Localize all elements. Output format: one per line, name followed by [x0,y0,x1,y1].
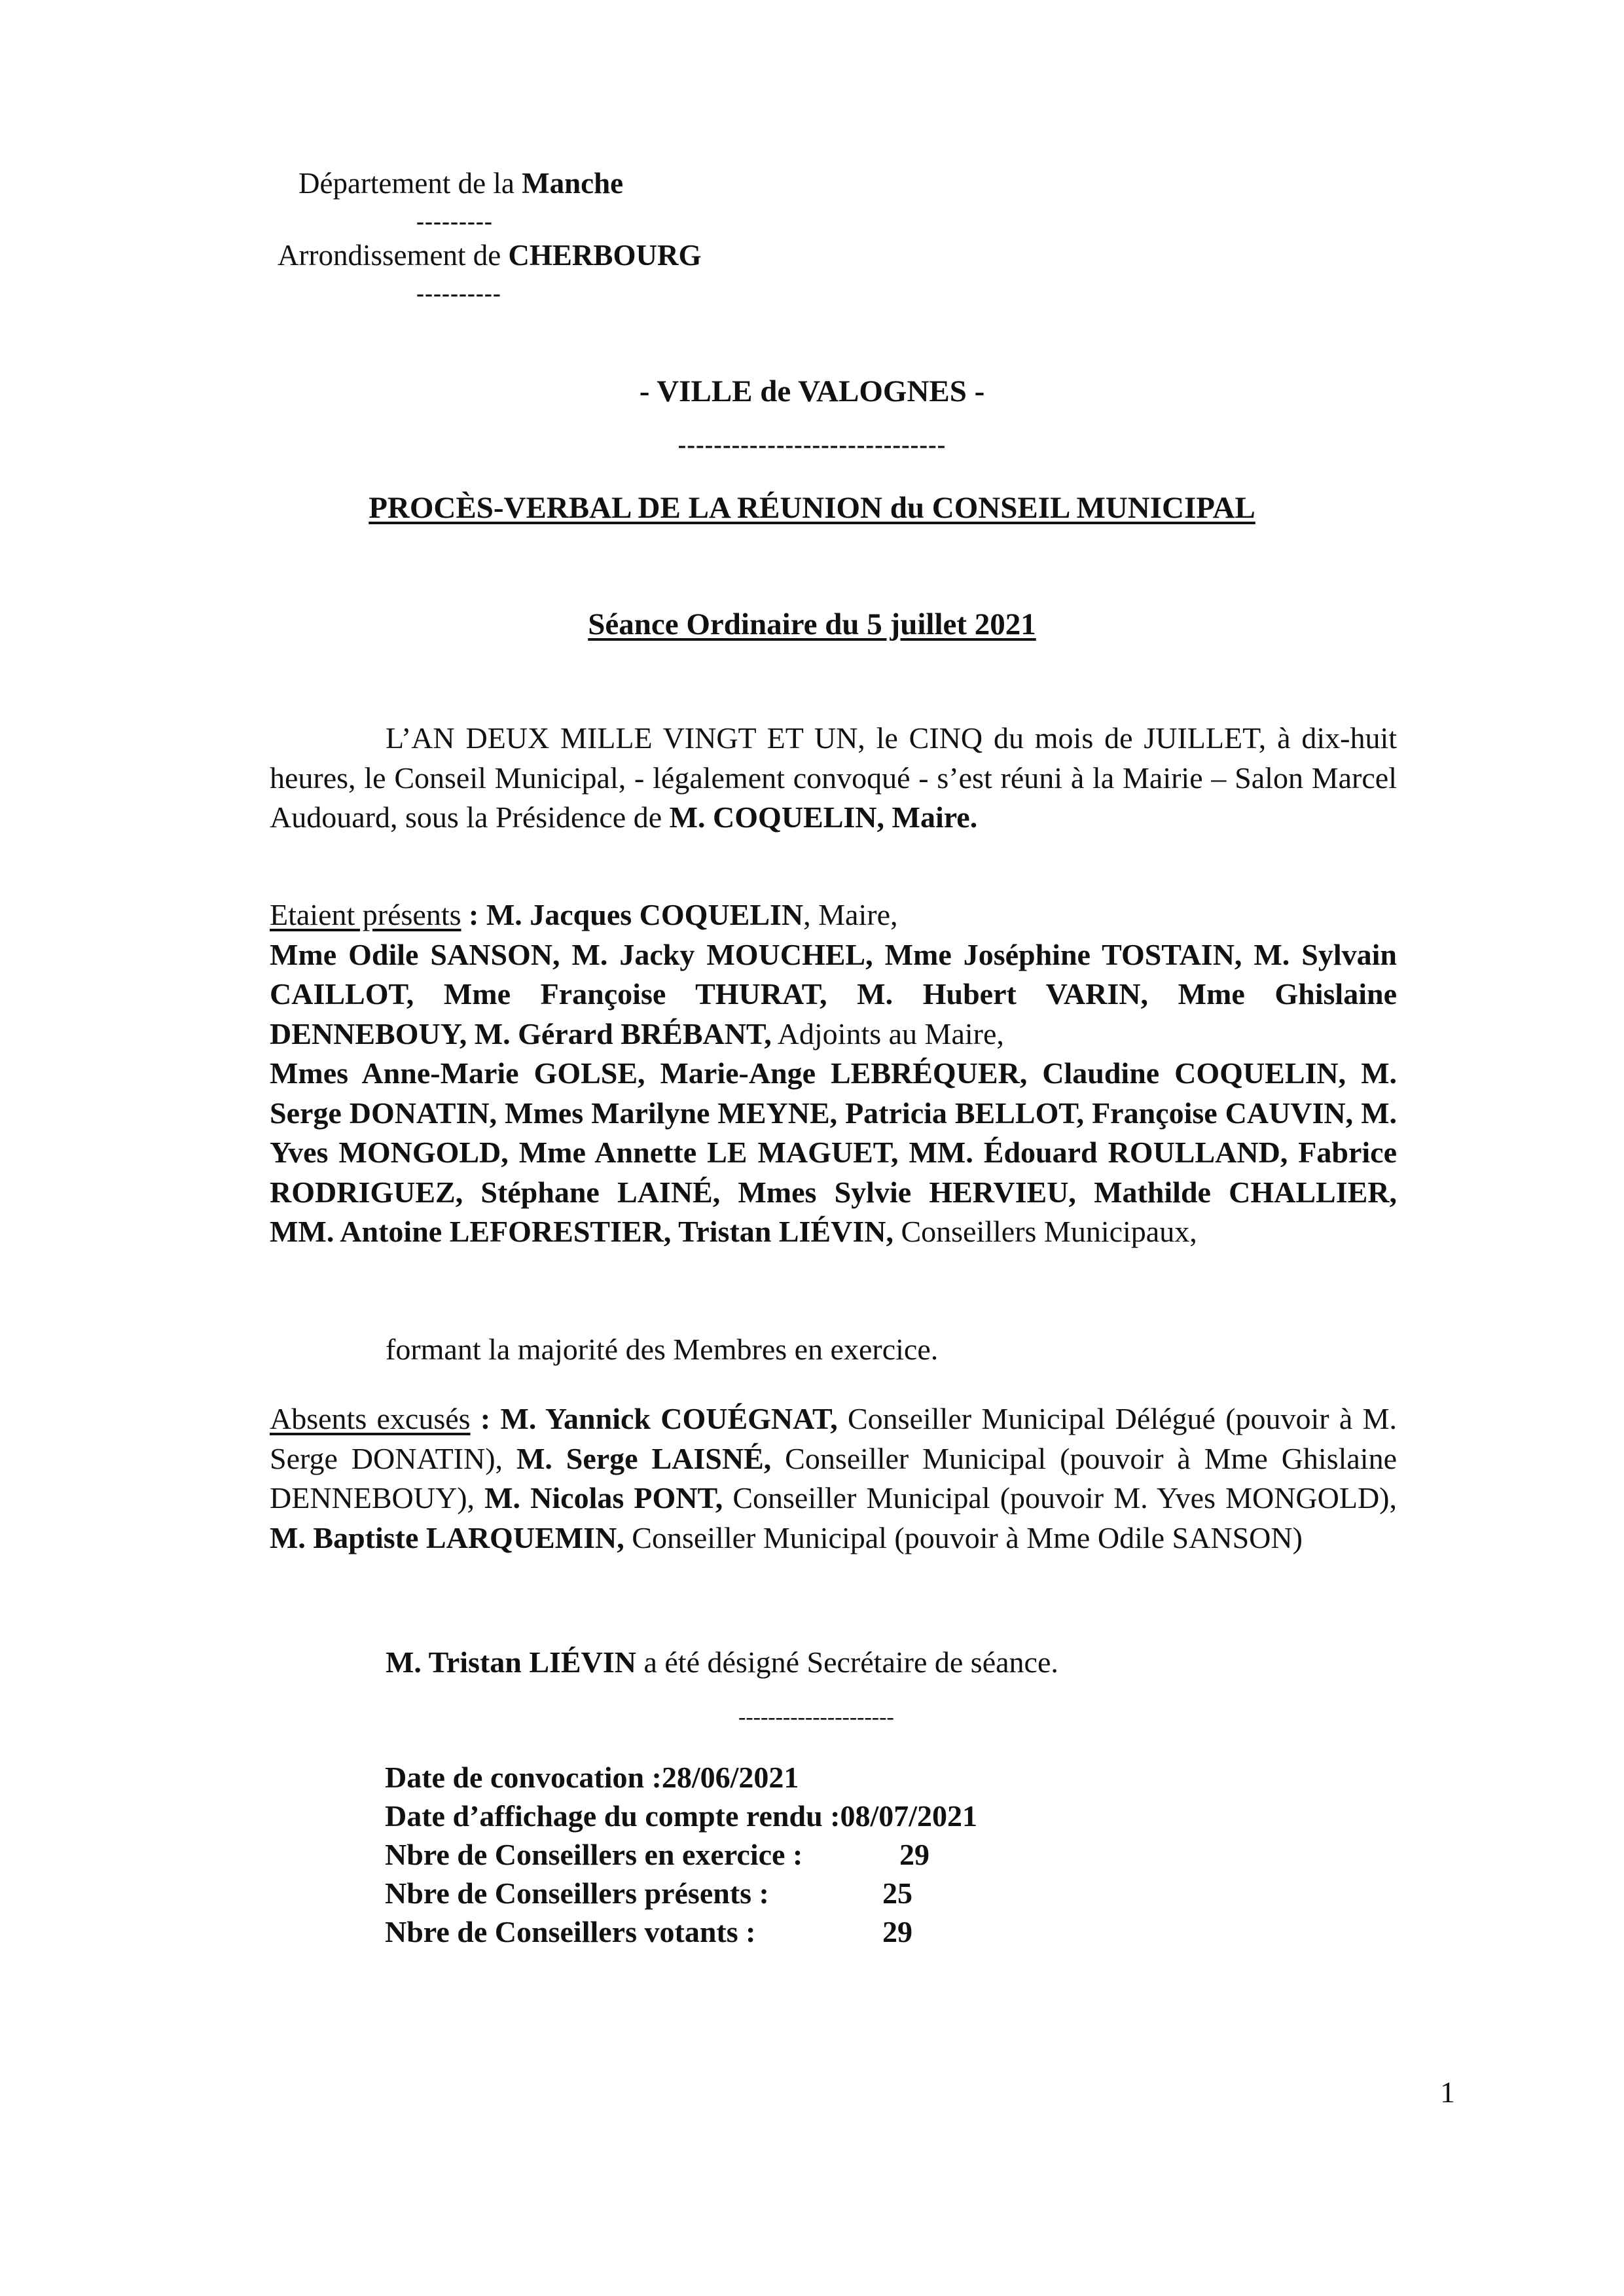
departement-name: Manche [522,167,624,200]
absents-paragraph [270,1399,1397,1558]
absent-4-name: M. Baptiste LARQUEMIN, [270,1520,624,1554]
session-title-text: Séance Ordinaire du 5 juillet 2021 [588,607,1036,641]
arrondissement-line [278,237,701,274]
adjoints-names: Mme Odile SANSON, M. Jacky MOUCHEL, Mme Joséphine TOSTAIN, M. Sylvain CAILLOT, Mme Françoise THURAT, M. Hubert VARIN, Mme Ghislaine DENNEBOUY, M. Gérard BRÉBANT, [270,937,1397,1050]
session-title [0,605,1624,644]
absent-1-text: Conseiller Municipal Délégué (pouvoir à M. Serge DONATIN), [270,1402,1397,1475]
absent-2-name: M. Serge LAISNÉ, [516,1441,772,1475]
intro-paragraph [270,719,1397,838]
absent-3-text: Conseiller Municipal (pouvoir M. Yves MONGOLD), [723,1481,1397,1515]
info-label: Date de convocation : [385,1761,662,1794]
secretary-line [386,1643,1397,1683]
info-value: 29 [882,1915,912,1948]
presents-label: Etaient présents [270,898,461,931]
conseillers-names: Mmes Anne-Marie GOLSE, Marie-Ange LEBRÉQUER, Claudine COQUELIN, M. Serge DONATIN, Mmes Marilyne MEYNE, Patricia BELLOT, Françoise CAUVIN, M. Yves MONGOLD, Mme Annette LE MAGUET, MM. Édouard ROULLAND, Fabrice RODRIGUEZ, Stéphane LAINÉ, Mmes Sylvie HERVIEU, Mathilde CHALLIER, MM. Antoine LEFORESTIER, Tristan LIÉVIN, [270,1056,1397,1248]
presents-colon: : [461,898,486,931]
city-title: - VILLE de VALOGNES - [639,374,985,408]
absent-1-name: M. Yannick COUÉGNAT, [500,1402,838,1435]
info-value: 08/07/2021 [840,1799,978,1833]
city-separator: ------------------------------ [677,431,947,459]
arrondissement-prefix: Arrondissement de [278,239,509,272]
majority-line: formant la majorité des Membres en exercice. [386,1333,939,1366]
document-title [0,488,1624,528]
page-number: 1 [1440,2075,1455,2109]
info-row-affichage [385,1797,977,1835]
info-row-convocation [385,1758,977,1797]
info-row-presents [385,1874,977,1912]
info-value: 29 [899,1838,929,1871]
info-label: Nbre de Conseillers en exercice : [385,1838,803,1871]
absents-colon: : [470,1402,501,1435]
maire-name: M. Jacques COQUELIN [486,898,804,931]
separator-2: --------------------- [738,1705,894,1729]
absents-label: Absents excusés [270,1402,471,1435]
absent-4-text: Conseiller Municipal (pouvoir à Mme Odile SANSON) [624,1520,1303,1554]
intro-text: L’AN DEUX MILLE VINGT ET UN, le CINQ du mois de JUILLET, à dix-huit heures, le Conseil Municipal, - légalement convoqué - s’est réuni à la Mairie – Salon Marcel Audouard, sous la Présidence de [270,721,1397,834]
departement-line [298,165,623,202]
info-label: Nbre de Conseillers votants : [385,1915,756,1948]
secretary-name: M. Tristan LIÉVIN [386,1645,636,1679]
header-separator-2: ---------- [416,280,501,306]
info-block [385,1758,977,1951]
info-label: Nbre de Conseillers présents : [385,1876,769,1910]
header-separator-1: --------- [416,208,493,234]
president-name: M. COQUELIN, Maire. [669,800,978,834]
info-row-exercice [385,1835,977,1874]
document-title-text: PROCÈS-VERBAL DE LA RÉUNION du CONSEIL MUNICIPAL [369,491,1255,525]
maire-role: , Maire, [803,898,898,931]
info-value: 28/06/2021 [661,1761,799,1794]
secretary-text: a été désigné Secrétaire de séance. [636,1645,1058,1679]
info-value: 25 [882,1876,912,1910]
info-row-votants [385,1912,977,1951]
presents-paragraph [270,895,1397,1252]
conseillers-role: Conseillers Municipaux, [893,1215,1197,1248]
absent-3-name: M. Nicolas PONT, [484,1481,723,1515]
info-label: Date d’affichage du compte rendu : [385,1799,840,1833]
absent-2-text: Conseiller Municipal (pouvoir à Mme Ghislaine DENNEBOUY), [270,1441,1397,1515]
departement-prefix: Département de la [298,167,522,200]
arrondissement-name: CHERBOURG [508,239,702,272]
adjoints-role: Adjoints au Maire, [771,1016,1004,1050]
